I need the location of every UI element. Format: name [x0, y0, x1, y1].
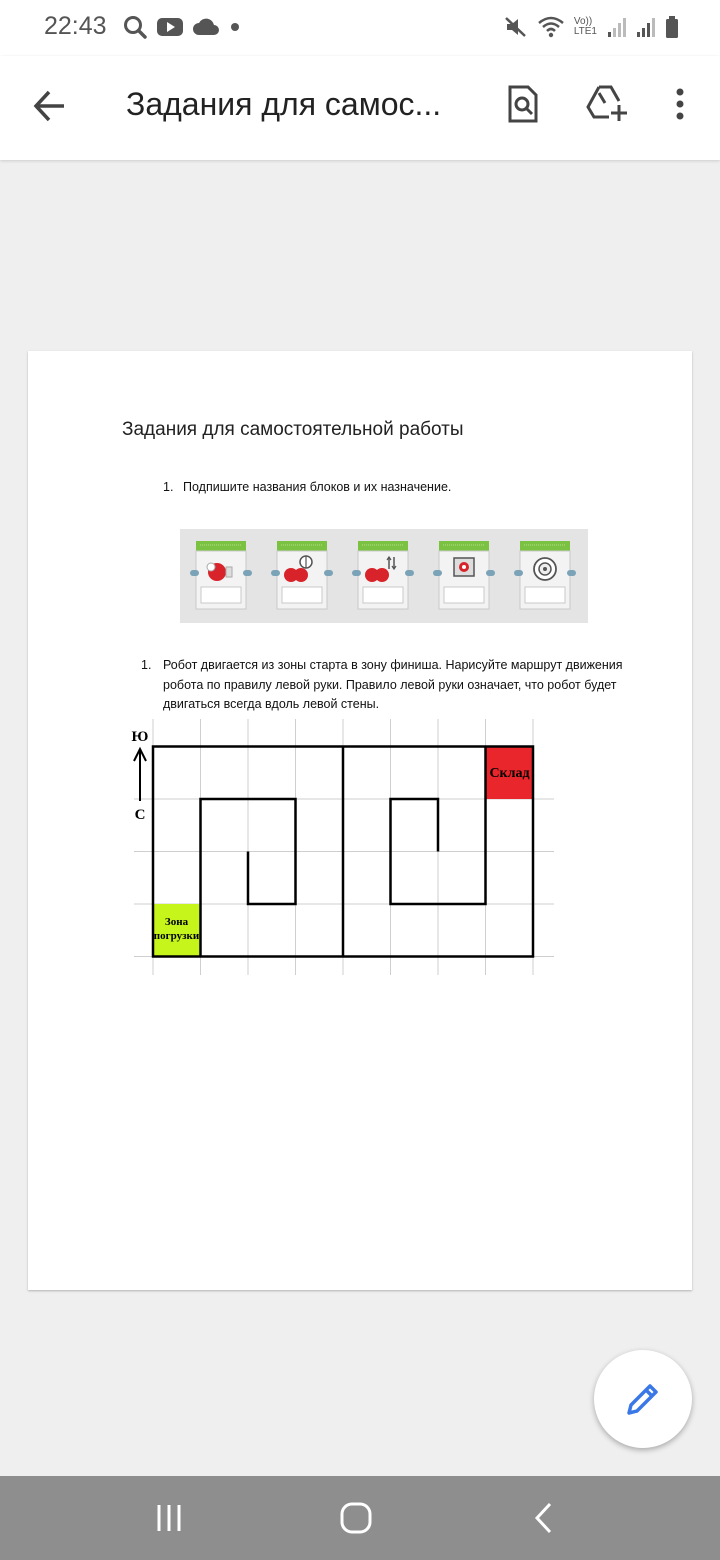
task-2-text — [163, 656, 623, 715]
move-tank-block-icon — [352, 541, 414, 611]
back-icon — [532, 1501, 556, 1535]
finish-label: Склад — [489, 766, 530, 781]
lte-icon — [574, 17, 597, 37]
label-north: С — [134, 807, 146, 823]
more-vert-icon — [674, 87, 686, 121]
start-label-line-2: погрузки — [153, 930, 200, 942]
status-right-icons — [504, 12, 680, 42]
back-arrow-icon — [28, 84, 72, 128]
recent-apps-button[interactable] — [139, 1494, 199, 1542]
signal-icon — [635, 16, 655, 38]
battery-icon — [664, 15, 680, 39]
add-to-drive-button[interactable] — [583, 80, 631, 128]
display-block-icon — [433, 541, 495, 611]
home-icon — [339, 1501, 373, 1535]
label-south: Ю — [131, 729, 149, 745]
signal-icon — [606, 16, 626, 38]
move-steering-block-icon — [271, 541, 333, 611]
nav-back-button[interactable] — [514, 1494, 574, 1542]
back-button[interactable] — [28, 84, 72, 128]
status-left-icons — [122, 12, 242, 42]
home-button[interactable] — [326, 1494, 386, 1542]
youtube-icon — [156, 16, 184, 38]
task-1-number: 1. — [163, 480, 174, 494]
dot-icon — [228, 20, 242, 34]
search-in-document-icon — [507, 85, 539, 123]
add-to-drive-icon — [585, 85, 629, 123]
recent-apps-icon — [154, 1503, 184, 1533]
maze-diagram — [120, 719, 560, 979]
wifi-icon — [537, 15, 565, 39]
task-2-line-3: двигаться всегда вдоль левой стены. — [163, 697, 380, 711]
edit-pencil-icon — [623, 1379, 663, 1419]
start-label-line-1: Зона — [164, 916, 189, 928]
task-1-text: Подпишите названия блоков и их назначение. — [183, 480, 452, 494]
edit-fab-button[interactable] — [594, 1350, 692, 1448]
task-2-line-1: Робот двигается из зоны старта в зону финиша. Нарисуйте маршрут движения — [163, 658, 623, 672]
status-bar — [0, 0, 720, 56]
document-page — [28, 351, 692, 1290]
document-heading: Задания для самостоятельной работы — [122, 419, 464, 440]
search-icon — [122, 14, 148, 40]
sound-block-icon — [514, 541, 576, 611]
cloud-icon — [192, 16, 220, 38]
task-2-number: 1. — [141, 658, 152, 672]
app-bar — [0, 56, 720, 160]
status-time: 22:43 — [44, 12, 107, 40]
document-title: Задания для самос... — [126, 86, 442, 122]
system-nav-bar — [0, 1476, 720, 1560]
lte-line1: Vo)) — [573, 16, 593, 27]
medium-motor-block-icon — [190, 541, 252, 611]
find-in-document-button[interactable] — [499, 80, 547, 128]
mute-icon — [504, 15, 528, 39]
more-options-button[interactable] — [656, 80, 704, 128]
ev3-blocks-image — [180, 529, 588, 623]
lte-line2: LTE1 — [573, 26, 597, 37]
task-2-line-2: робота по правилу левой руки. Правило левой руки означает, что робот будет — [163, 677, 617, 692]
